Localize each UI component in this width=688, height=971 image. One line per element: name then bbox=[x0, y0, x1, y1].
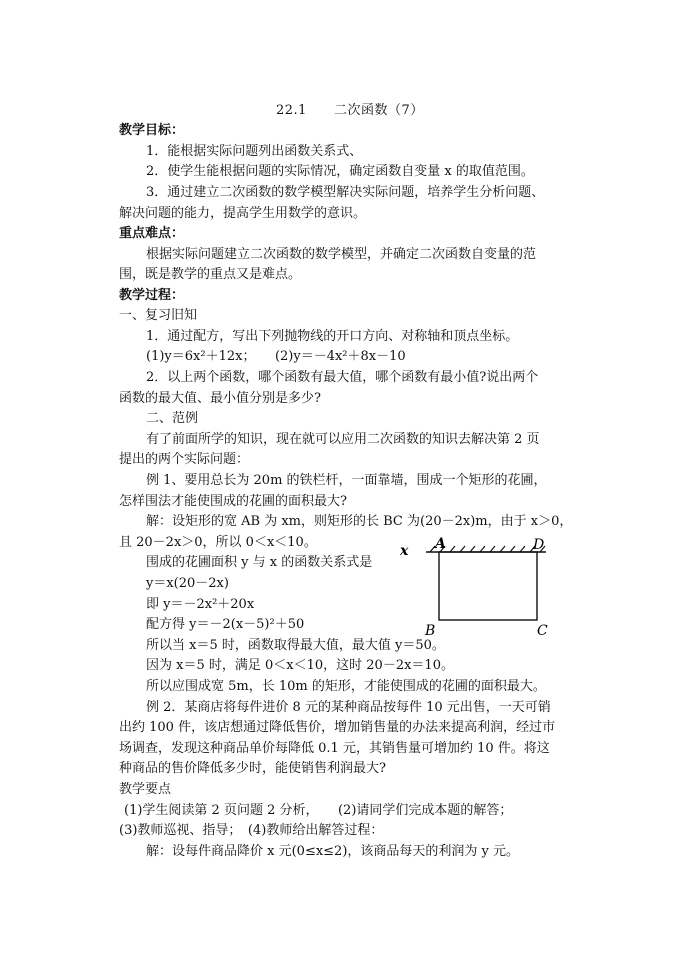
process-line-1: 一、复习旧知 bbox=[119, 308, 198, 323]
process-line-13: 围成的花圃面积 y 与 x 的函数关系式是 bbox=[146, 555, 373, 570]
diagram-label-x: x bbox=[400, 543, 409, 559]
teaching-goals-heading: 教学目标： bbox=[119, 123, 185, 138]
process-line-21: 出约 100 件，该店想通过降低售价，增加销售量的办法来提高利润，经过市 bbox=[119, 720, 556, 735]
goal-line-1: 1．能根据实际问题列出函数关系式、 bbox=[146, 144, 363, 159]
process-line-3: (1)y＝6x²＋12x； (2)y＝－4x²＋8x－10 bbox=[146, 349, 406, 364]
key-difficulty-heading: 重点难点： bbox=[119, 226, 185, 241]
wall-hatch bbox=[430, 546, 545, 552]
diagram-label-c: C bbox=[537, 623, 548, 637]
process-line-22: 场调查，发现这种商品单价每降低 0.1 元，其销售量可增加约 10 件。将这 bbox=[119, 741, 550, 756]
process-line-20: 例 2．某商店将每件进价 8 元的某种商品按每件 10 元出售，一天可销 bbox=[146, 700, 551, 715]
diagram-label-b: B bbox=[425, 623, 436, 637]
process-line-4: 2．以上两个函数，哪个函数有最大值，哪个函数有最小值?说出两个 bbox=[146, 370, 539, 385]
fence-rectangle-diagram bbox=[396, 533, 560, 637]
process-line-15: 即 y＝－2x²＋20x bbox=[146, 597, 255, 612]
goal-line-4: 解决问题的能力，提高学生用数学的意识。 bbox=[119, 206, 367, 221]
process-line-11: 解：设矩形的宽 AB 为 xm，则矩形的长 BC 为(20－2x)m，由于 x＞0， bbox=[146, 514, 573, 529]
key-point-line-2: 围，既是教学的重点又是难点。 bbox=[119, 267, 302, 282]
diagram-label-d: D bbox=[533, 537, 545, 553]
teaching-process-heading: 教学过程： bbox=[119, 288, 185, 303]
process-line-18: 因为 x＝5 时，满足 0＜x＜10，这时 20－2x＝10。 bbox=[146, 658, 454, 673]
process-line-12: 且 20－2x＞0，所以 0＜x＜10。 bbox=[119, 535, 317, 550]
process-line-25: (1)学生阅读第 2 页问题 2 分析， (2)请同学们完成本题的解答； bbox=[124, 803, 513, 818]
process-line-14: y＝x(20－2x) bbox=[146, 576, 229, 591]
garden-rectangle bbox=[439, 552, 537, 620]
process-line-8: 提出的两个实际问题： bbox=[119, 452, 250, 467]
process-line-19: 所以应围成宽 5m，长 10m 的矩形，才能使围成的花圃的面积最大。 bbox=[146, 679, 546, 694]
process-line-7: 有了前面所学的知识，现在就可以应用二次函数的知识去解决第 2 页 bbox=[146, 432, 540, 447]
diagram-label-a: A bbox=[435, 536, 446, 552]
document-title: 22.1 二次函数（7） bbox=[276, 103, 424, 118]
process-line-6: 二、范例 bbox=[146, 411, 199, 426]
process-line-17: 所以当 x＝5 时，函数取得最大值，最大值 y＝50。 bbox=[146, 638, 445, 653]
process-line-27: 解：设每件商品降价 x 元(0≤x≤2)，该商品每天的利润为 y 元。 bbox=[146, 844, 520, 859]
process-line-16: 配方得 y＝－2(x－5)²＋50 bbox=[146, 617, 305, 632]
goal-line-3: 3．通过建立二次函数的数学模型解决实际问题，培养学生分析问题、 bbox=[146, 185, 545, 200]
process-line-9: 例 1、要用总长为 20m 的铁栏杆，一面靠墙，围成一个矩形的花圃， bbox=[146, 473, 547, 488]
process-line-24: 教学要点 bbox=[119, 782, 172, 797]
process-line-5: 函数的最大值、最小值分别是多少? bbox=[119, 391, 321, 406]
goal-line-2: 2．使学生能根据问题的实际情况，确定函数自变量 x 的取值范围。 bbox=[146, 164, 534, 179]
process-line-10: 怎样围法才能使围成的花圃的面积最大? bbox=[119, 494, 347, 509]
key-point-line-1: 根据实际问题建立二次函数的数学模型，并确定二次函数自变量的范 bbox=[146, 247, 537, 262]
process-line-2: 1．通过配方，写出下列抛物线的开口方向、对称轴和顶点坐标。 bbox=[146, 329, 519, 344]
process-line-26: (3)教师巡视、指导； (4)教师给出解答过程： bbox=[119, 823, 384, 838]
process-line-23: 种商品的售价降低多少时，能使销售利润最大? bbox=[119, 761, 386, 776]
